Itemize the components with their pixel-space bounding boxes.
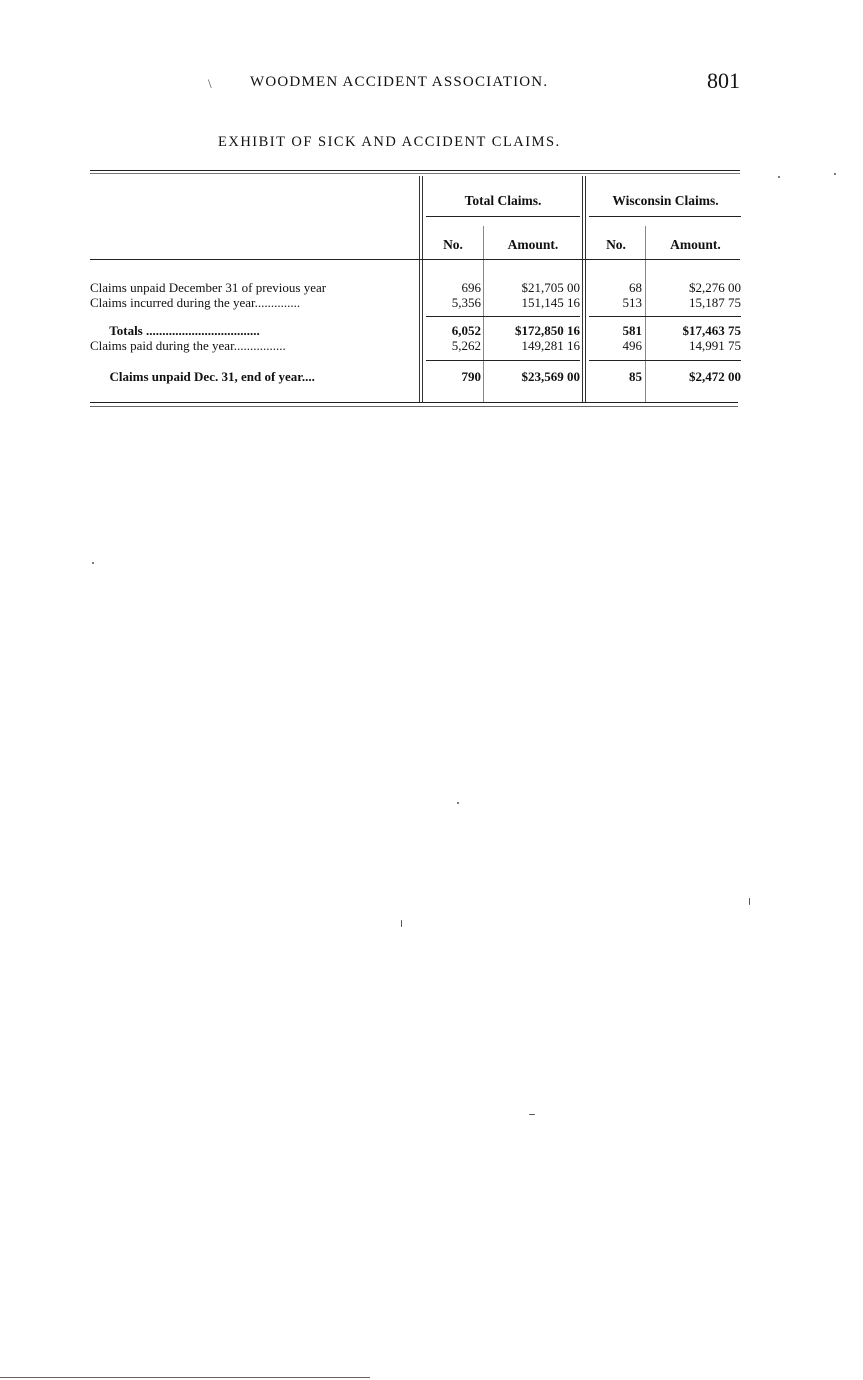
table-bottom-rule [90, 402, 738, 403]
scan-speck [749, 898, 750, 905]
table-top-rule-2 [90, 173, 740, 174]
table-row [90, 323, 745, 338]
final-rule [426, 360, 580, 361]
scan-speck [92, 562, 94, 564]
wisconsin-no-cell: 581 [622, 323, 642, 338]
wisconsin-amount-header: Amount. [670, 237, 721, 252]
subtotal-rule [426, 316, 580, 317]
total-no-cell: 5,356 [451, 295, 481, 310]
total-amount-cell: $172,850 16 [515, 323, 580, 338]
claims-table [90, 170, 745, 410]
wisconsin-no-cell: 496 [622, 338, 642, 353]
scan-edge [0, 1377, 370, 1378]
wisconsin-claims-header: Wisconsin Claims. [612, 193, 719, 208]
row-label: Claims incurred during the year.............. [90, 295, 301, 310]
total-no-cell: 5,262 [451, 338, 481, 353]
total-no-cell: 6,052 [451, 323, 481, 338]
header-mark: \ [208, 76, 212, 91]
table-top-rule [90, 170, 740, 171]
wisconsin-amount-cell: $17,463 75 [682, 323, 741, 338]
total-no-cell: 790 [461, 369, 481, 384]
total-amount-cell: 151,145 16 [521, 295, 580, 310]
page-number: 801 [707, 68, 740, 93]
table-row [90, 369, 745, 384]
table-row [90, 338, 745, 353]
total-claims-header: Total Claims. [464, 193, 542, 208]
total-no-header: No. [443, 237, 463, 252]
scan-speck [457, 802, 459, 804]
wisconsin-no-cell: 85 [629, 369, 642, 384]
row-label: Totals ................................... [90, 323, 260, 338]
total-amount-cell: 149,281 16 [521, 338, 580, 353]
group-header-rule [589, 216, 741, 217]
final-rule [589, 360, 741, 361]
table-row [90, 295, 745, 310]
wisconsin-amount-cell: 15,187 75 [689, 295, 741, 310]
page-header [90, 68, 740, 98]
total-amount-cell: $23,569 00 [521, 369, 580, 384]
wisconsin-amount-cell: $2,276 00 [689, 280, 741, 295]
table-row [90, 280, 745, 295]
wisconsin-no-cell: 68 [629, 280, 642, 295]
exhibit-title: EXHIBIT OF SICK AND ACCIDENT CLAIMS. [218, 134, 561, 150]
row-label: Claims unpaid Dec. 31, end of year.... [90, 369, 315, 384]
group-header-rule [426, 216, 580, 217]
wisconsin-no-header: No. [606, 237, 626, 252]
running-title: WOODMEN ACCIDENT ASSOCIATION. [250, 74, 549, 90]
scan-speck [401, 920, 402, 927]
scan-speck [834, 173, 836, 175]
total-no-cell: 696 [461, 280, 481, 295]
row-label: Claims paid during the year................ [90, 338, 286, 353]
wisconsin-amount-cell: 14,991 75 [689, 338, 741, 353]
wisconsin-no-cell: 513 [622, 295, 642, 310]
header-bottom-rule [90, 259, 740, 260]
row-label: Claims unpaid December 31 of previous year [90, 280, 327, 295]
total-amount-cell: $21,705 00 [521, 280, 580, 295]
wisconsin-amount-cell: $2,472 00 [689, 369, 741, 384]
total-amount-header: Amount. [507, 237, 559, 252]
scan-speck [778, 176, 780, 178]
scan-speck [529, 1114, 535, 1115]
table-bottom-rule-2 [90, 406, 738, 407]
subtotal-rule [589, 316, 741, 317]
